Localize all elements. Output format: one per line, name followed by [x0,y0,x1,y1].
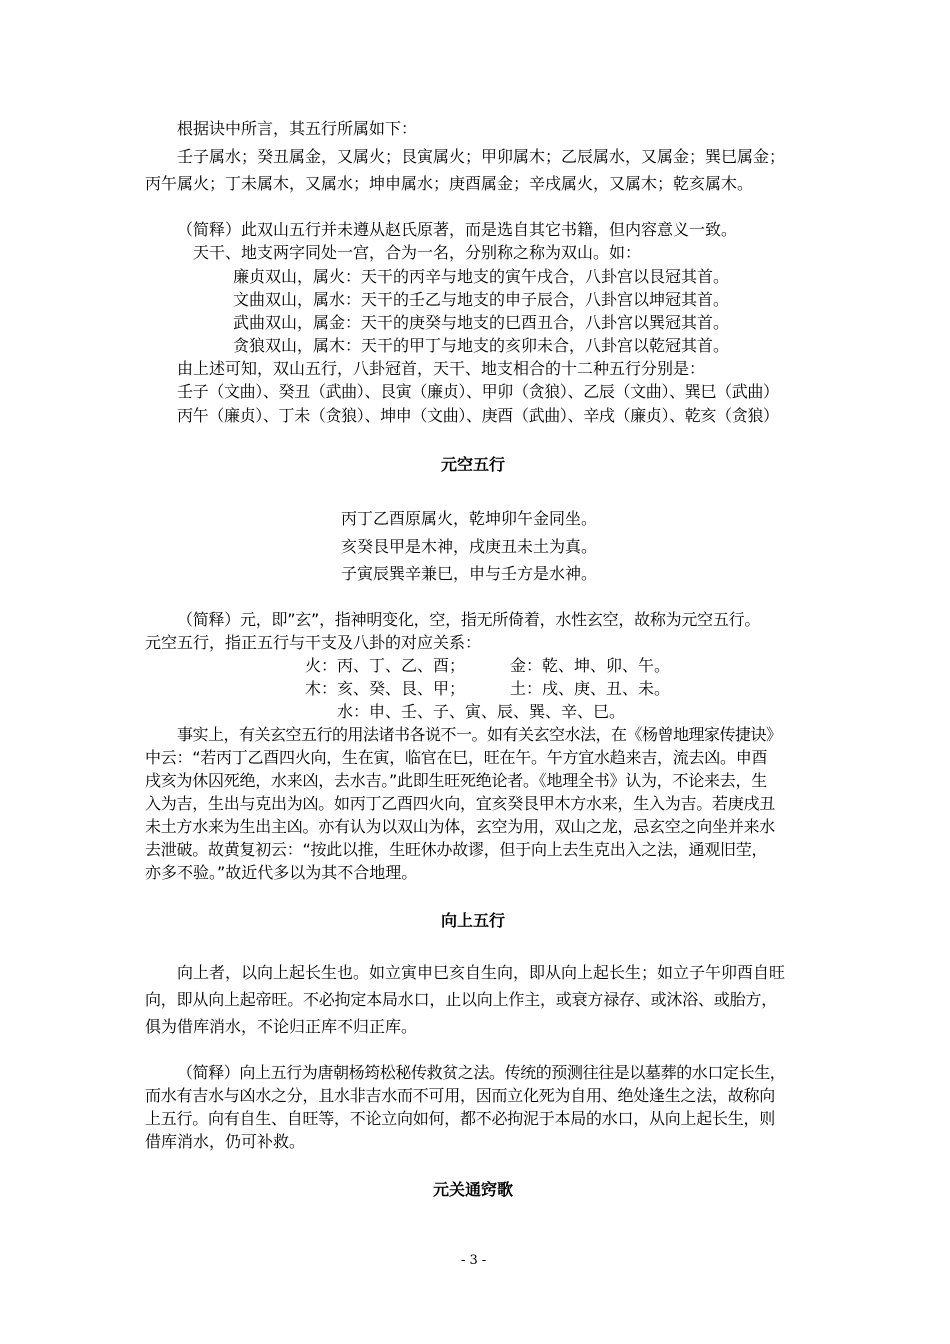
text-line: 事实上，有关玄空五行的用法诸书各说不一。如有关玄空水法，在《杨曾地理家传捷诀》 [177,725,782,744]
text-line: 向，即从向上起帝旺。不必拘定本局水口，止以向上作主，或衰方禄存、或沐浴、或胎方， [145,990,778,1009]
text-line: 根据诀中所言，其五行所属如下： [177,119,418,138]
text-line: 火：丙、丁、乙、酉； [305,656,466,675]
section-heading: 元关通窍歌 [433,1180,514,1199]
text-line: 而水有吉水与凶水之分，且水非吉水而不可用，因而立化死为自用、绝处逢生之法，故称向 [145,1086,776,1105]
text-line: 丙午（廉贞）、丁未（贪狼）、坤申（文曲）、庚酉（武曲）、辛戌（廉贞）、乾亥（贪狼） [177,406,779,425]
section-heading: 元空五行 [441,455,506,474]
text-line: 未土方水来为生出主凶。亦有认为以双山为体，玄空为用，双山之龙，忌玄空之向坐并来水 [145,817,776,836]
text-line: 中云：“若丙丁乙酉四火向，生在寅，临官在巳，旺在午。午方宜水趋来吉，流去凶。申酉 [145,748,768,767]
verse-line: 亥癸艮甲是木神，戌庚丑未土为真。 [341,537,598,556]
text-line: 丙午属火；丁未属木，又属水；坤申属水；庚酉属金；辛戌属火，又属木；乾亥属木。 [145,174,754,193]
text-line: 文曲双山，属水：天干的壬乙与地支的申子辰合，八卦宫以坤冠其首。 [233,290,730,309]
text-line: 入为吉，生出与克出为凶。如丙丁乙酉四火向，宜亥癸艮甲木方水来，生入为吉。若庚戌丑 [145,794,776,813]
text-line: 戌亥为休囚死绝，水来凶，去水吉。”此即生旺死绝论者。《地理全书》认为，不论来去，生 [145,771,768,790]
text-line: 土：戌、庚、丑、未。 [510,679,671,698]
text-line: 木：亥、癸、艮、甲； [305,679,466,698]
verse-line: 丙丁乙酉原属火，乾坤卯午金同坐。 [341,509,598,528]
text-line: 壬子（文曲）、癸丑（武曲）、艮寅（廉贞）、甲卯（贪狼）、乙辰（文曲）、巽巳（武曲） [177,382,779,401]
text-line: 由上述可知，双山五行，八卦冠首，天干、地支相合的十二种五行分别是： [177,359,706,378]
text-line: 水：申、壬、子、寅、辰、巽、辛、巳。 [337,702,626,721]
text-line: 元空五行，指正五行与干支及八卦的对应关系： [145,633,482,652]
text-line: 亦多不验。”故近代多以为其不合地理。 [145,863,418,882]
text-line: 廉贞双山，属火：天干的丙辛与地支的寅午戌合，八卦宫以艮冠其首。 [233,267,730,286]
verse-line: 子寅辰巽辛兼巳，申与壬方是水神。 [341,564,598,583]
text-line: 俱为借库消水，不论归正库不归正库。 [145,1017,418,1036]
text-line: 去泄破。故黄复初云：“按此以推，生旺休办故谬，但于向上去生克出入之法，通观旧茔， [145,840,768,859]
text-line: 向上者，以向上起长生也。如立寅申巳亥自生向，即从向上起长生；如立子午卯酉自旺 [177,963,786,982]
text-line: 上五行。向有自生、自旺等，不论立向如何，都不必拘泥于本局的水口，从向上起长生，则 [145,1109,776,1128]
text-line: （简释）向上五行为唐朝杨筠松秘传救贫之法。传统的预测往往是以墓葬的水口定长生， [177,1063,786,1082]
text-line: （简释）此双山五行并未遵从赵氏原著，而是选自其它书籍，但内容意义一致。 [177,220,738,239]
text-line: （简释）元，即”玄”，指神明变化，空，指无所倚着，水性玄空，故称为元空五行。 [177,610,761,629]
page-number: - 3 - [461,1253,487,1268]
text-line: 壬子属水；癸丑属金，又属火；艮寅属火；甲卯属木；乙辰属水，又属金；巽巳属金； [177,147,786,166]
text-line: 武曲双山，属金：天干的庚癸与地支的巳酉丑合，八卦宫以巽冠其首。 [233,313,730,332]
text-line: 天干、地支两字同处一宫，合为一名，分别称之称为双山。如： [193,243,642,262]
section-heading: 向上五行 [441,911,506,930]
text-line: 贪狼双山，属木：天干的甲丁与地支的亥卯未合，八卦宫以乾冠其首。 [233,336,730,355]
text-line: 金：乾、坤、卯、午。 [510,656,671,675]
text-line: 借库消水，仍可补救。 [145,1132,306,1151]
